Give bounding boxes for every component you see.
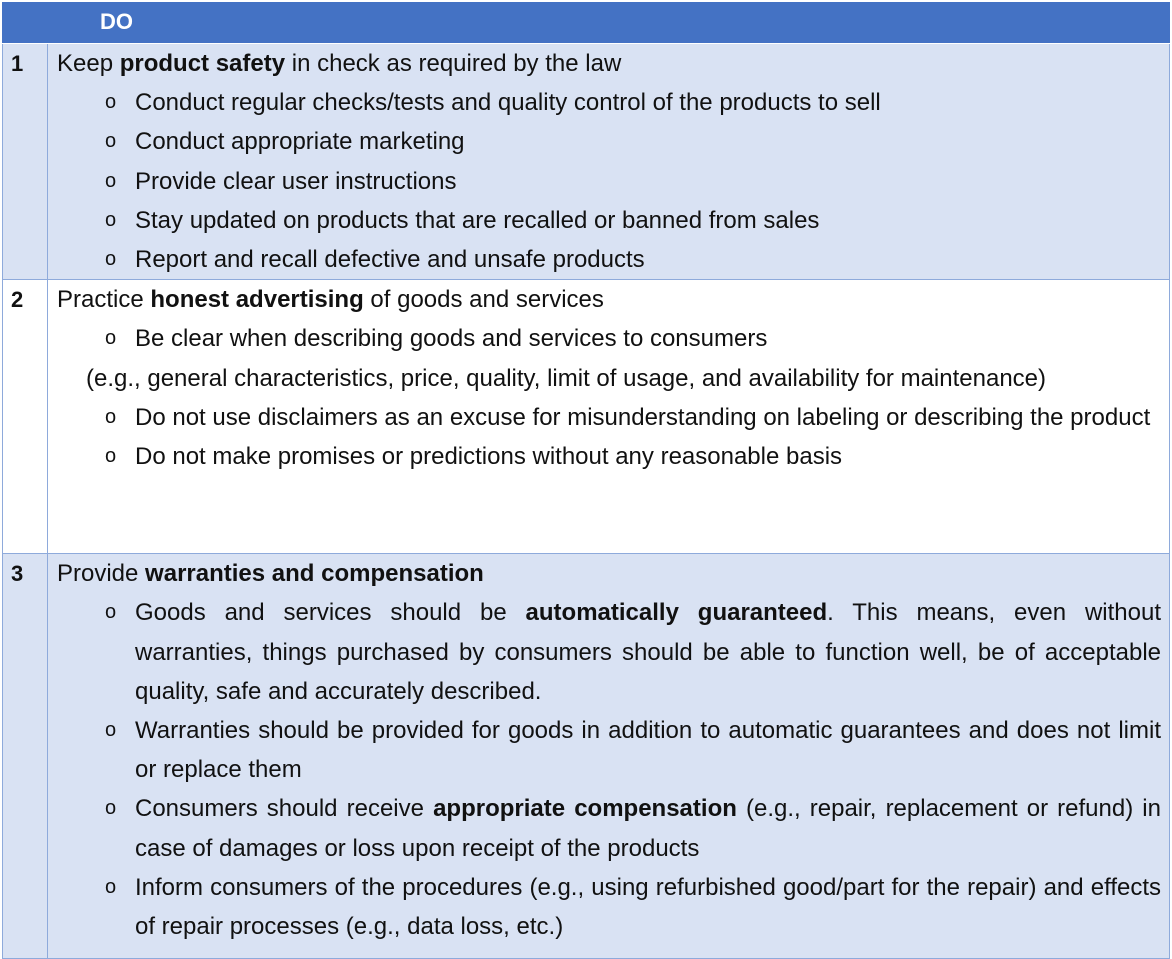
list-item: o Goods and services should be automatically guaranteed. This means, even without warranties, things purchased by consumers should be able to function well, be of acceptable quality, safe and accurately described. [57,593,1161,711]
row-number: 3 [11,561,24,587]
circle-bullet-icon: o [105,797,117,820]
row-number: 1 [11,51,24,76]
list-item: o Warranties should be provided for goods in addition to automatic guarantees and does not limit or replace them [57,711,1161,789]
row-intro-highlight: warranties and compensation [145,560,484,588]
circle-bullet-icon: o [105,875,117,898]
row-content [48,44,1170,280]
row-number: 2 [11,287,24,313]
row-intro-highlight: product safety [119,50,286,77]
table-row [3,554,1170,959]
circle-bullet-icon: o [105,169,117,192]
circle-bullet-icon: o [105,445,117,468]
row-content [48,280,1170,554]
list-item: o Conduct appropriate marketing [57,122,1161,161]
list-item: o Be clear when describing goods and services to consumers [57,319,1161,358]
circle-bullet-icon: o [105,130,117,153]
header-title: DO [100,9,133,34]
list-item: o Report and recall defective and unsafe products [57,240,1161,279]
circle-bullet-icon: o [105,248,117,271]
list-item: o Do not make promises or predictions without any reasonable basis [57,437,1161,476]
circle-bullet-icon: o [105,327,117,350]
row-intro-highlight: honest advertising [150,286,364,314]
list-item: o Provide clear user instructions [57,162,1161,201]
do-table [2,2,1170,959]
circle-bullet-icon: o [105,208,117,231]
list-item: o Stay updated on products that are recalled or banned from sales [57,201,1161,240]
table-row [3,280,1170,554]
row-intro: Keep product safety in check as required by the law [57,50,622,77]
table-header-row [3,3,1170,44]
circle-bullet-icon: o [105,719,117,742]
header-number-cell [3,3,48,44]
example-note: (e.g., general characteristics, price, quality, limit of usage, and availability for maintenance) [86,364,1047,392]
list-item: o Conduct regular checks/tests and quality control of the products to sell [57,83,1161,122]
row-intro: Practice honest advertising of goods and services [57,286,604,314]
row-intro: Provide warranties and compensation [57,560,484,588]
row-content [48,554,1170,959]
list-item: o Consumers should receive appropriate compensation (e.g., repair, replacement or refund) in case of damages or loss upon receipt of the products [57,789,1161,867]
table-row [3,44,1170,280]
header-title-cell [48,3,1170,44]
circle-bullet-icon: o [105,601,117,624]
circle-bullet-icon: o [105,405,117,428]
circle-bullet-icon: o [105,91,117,114]
item-highlight: appropriate compensation [433,795,737,823]
list-item: o Inform consumers of the procedures (e.g., using refurbished good/part for the repair) and effects of repair processes (e.g., data loss, etc.) [57,868,1161,946]
list-item: o Do not use disclaimers as an excuse for misunderstanding on labeling or describing the product [57,398,1161,437]
item-highlight: automatically guaranteed [525,599,828,627]
